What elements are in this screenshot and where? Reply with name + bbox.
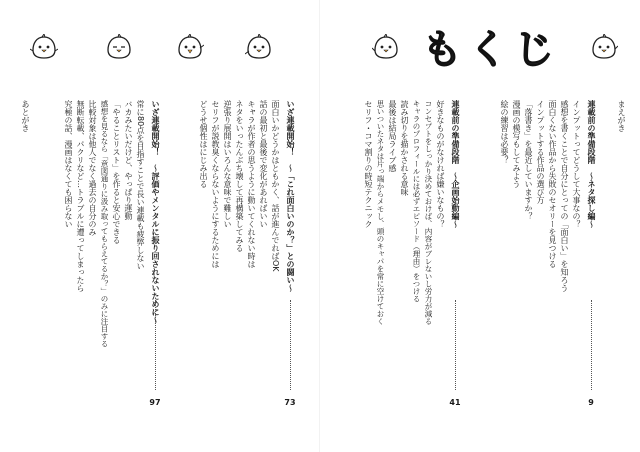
toc-item[interactable]: 常に80点を目指すことで長い連載も疲弊しない [136,100,145,271]
toc-item[interactable]: セリフが説教臭くならないようにするためには [211,100,220,268]
toc-item[interactable]: 比較対象は他人でなく過去の自分のみ [88,100,97,236]
section-heading[interactable]: いざ連載開始！ ～「これ面白いのか？」との闘い～ [286,100,295,292]
dot-leader [155,300,156,390]
chick-icon [590,34,618,60]
section-heading[interactable]: 連載前の準備段階 ～企画始動編～ [451,100,460,228]
chick-icon [245,34,273,60]
right-page [320,0,640,452]
toc-item[interactable]: キャラが作者の思うように動いてくれない時は [247,100,256,268]
section-heading[interactable]: 連載前の準備段階 ～ネタ探し編～ [587,100,596,228]
toc-item[interactable]: 面白いかどうかはともかく、話が進んでればOK [271,100,280,272]
toc-item[interactable]: 絵の練習は必要？ [500,100,509,164]
preface-link[interactable]: まえがき [617,100,626,132]
chick-icon [372,34,400,60]
toc-item[interactable]: 感想を書くことで自分にとっての「面白い」を知ろう [560,100,569,292]
dot-leader [455,300,456,390]
dot-leader [290,300,291,390]
page-number: 97 [149,398,161,407]
chick-icon [176,34,204,60]
toc-item[interactable]: キャラのプロフィールには必ずエピソード（理由）をつける [412,100,421,303]
toc-item[interactable]: 「落書き」を最近していますか？ [524,100,533,220]
toc-item[interactable]: 好きなものがなければ嫌いなもの？ [436,100,445,228]
toc-item[interactable]: 面白くない作品から失敗のセオリーを見つける [548,100,557,268]
toc-item[interactable]: 逆張り展開はいろんな意味で難しい [223,100,232,228]
dot-leader [591,300,592,390]
toc-item[interactable]: バカみたいだけど、やっぱり運動 [124,100,133,220]
toc-item[interactable]: インプットってどうして大事なの？ [572,100,581,228]
toc-item[interactable]: どうせ個性はにじみ出る [199,100,208,188]
toc-item[interactable]: 究極の話、漫画はなくても困らない [64,100,73,228]
chick-icon [105,34,133,60]
page-number: 73 [284,398,296,407]
toc-item[interactable]: ネタをいったんぶち壊して再構築してみる [235,100,244,252]
toc-item[interactable]: 漫画の模写もしてみよう [512,100,521,188]
toc-item[interactable]: セリフ・コマ割りの時短テクニック [364,100,373,228]
toc-item[interactable]: インプットする作品の選び方 [536,100,545,204]
chick-icon [30,34,58,60]
toc-item[interactable]: コンセプトをしっかり決めておけば、内容がブレないし労力が減る [424,100,433,325]
toc-item[interactable]: 最後は結局ライブ感 [388,100,397,172]
page-title: もくじ [422,27,560,73]
toc-item[interactable]: 思いついたネタは片っ端からメモし、頭のキャパを常に空けておく [376,100,385,325]
afterword-link[interactable]: あとがき [21,100,30,132]
toc-item[interactable]: 読み切りを描かされる意味 [400,100,409,196]
section-heading[interactable]: いざ連載開始！ ～評価やメンタルに振り回されないために～ [151,100,160,324]
toc-item[interactable]: 無断転載、パクリなど…トラブルに遭ってしまったら [76,100,85,292]
toc-item[interactable]: 感想を見るなら「意図通りに汲み取ってもらえてるか？」のみに注目する [100,100,109,348]
page-number: 41 [449,398,461,407]
toc-item[interactable]: 「やることリスト」を作ると安心できる [112,100,121,244]
toc-item[interactable]: 話の最初と最後で変化があればいい [259,100,268,228]
page-number: 9 [588,398,594,407]
